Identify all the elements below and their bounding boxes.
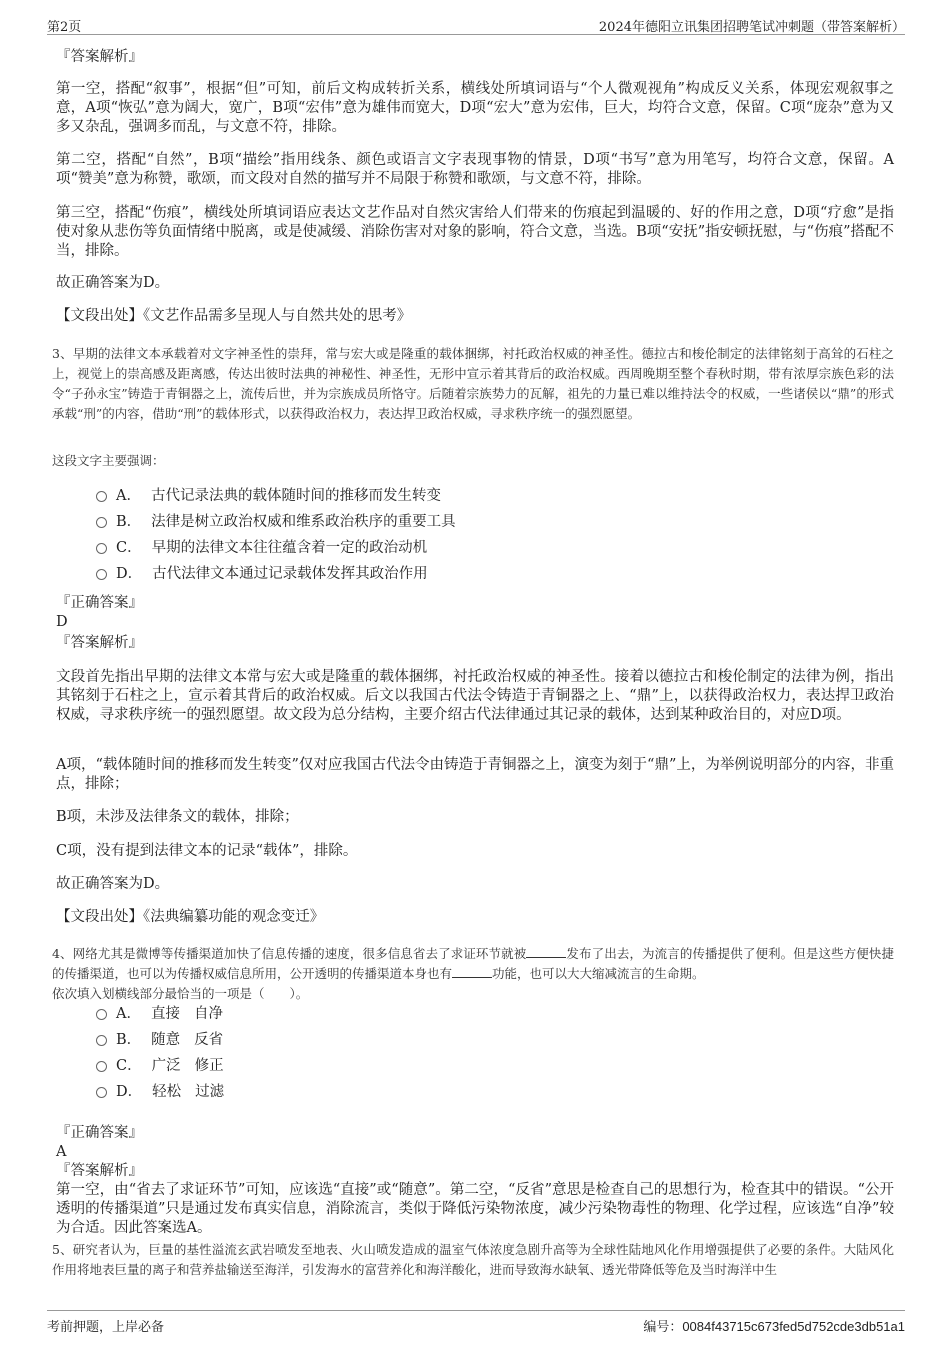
- q2-para1-block: [56, 80, 894, 137]
- q5-stem: 5、研究者认为，巨量的基性溢流玄武岩喷发至地表、火山喷发造成的温室气体浓度急剧升高等为全球性陆地风化作用增强提供了必要的条件。大陆风化作用将地表巨量的离子和营养盐输送至海洋，引发海水的富营养化和海洋酸化，进而导致海水缺氧、透光带降低等危及当时海洋中生: [52, 1242, 894, 1277]
- q3-conclusion-block: [56, 875, 894, 894]
- q3-para2-block: [56, 756, 894, 794]
- q4-answer-label: 『正确答案』: [56, 1125, 143, 1141]
- q4-option-c[interactable]: C． 广泛 修正: [96, 1056, 224, 1076]
- radio-icon[interactable]: [96, 1087, 107, 1098]
- q3-analysis-para4: C项，没有提到法律文本的记录“载体”，排除。: [56, 843, 358, 859]
- blank-line: [452, 965, 492, 978]
- q4-stem: 4、网络尤其是微博等传播渠道加快了信息传播的速度，很多信息省去了求证环节就被 发布了出去，为流言的传播提供了便利。但是这些方便快捷的传播渠道，也可以为传播权威信息所用，公开透明的传播渠道本身也有 功能，也可以大大缩减流言的生命期。: [52, 946, 894, 981]
- radio-icon[interactable]: [96, 543, 107, 554]
- radio-icon[interactable]: [96, 1035, 107, 1046]
- q4-option-b[interactable]: B． 随意 反省: [96, 1030, 223, 1050]
- q3-source: [56, 908, 894, 927]
- blank-line: [526, 945, 566, 958]
- q4-analysis: 第一空，由“省去了求证环节”可知，应该选“直接”或“随意”。第二空，“反省”意思是检查自己的思想行为，检查其中的错误。“公开透明的传播渠道”只是通过发布真实信息，消除流言，类似于降低污染物浓度，减少污染物毒性的物理、化学过程，应该选“自净”较为合适。因此答案选A。: [56, 1182, 894, 1236]
- q2-analysis-para2: 第二空，搭配“自然”，B项“描绘”指用线条、颜色或语言文字表现事物的情景，D项“书写”意为用笔写，均符合文意，保留。A项“赞美”意为称赞，歌颂，而文段对自然的描写并不局限于称赞和歌颂，与文意不符，排除。: [56, 152, 894, 187]
- q3-option-a[interactable]: A． 古代记录法典的载体随时间的推移而发生转变: [96, 486, 441, 506]
- q3-prompt: 这段文字主要强调：: [52, 453, 165, 468]
- q2-para3-block: [56, 204, 894, 261]
- page-header: [47, 14, 905, 35]
- q2-analysis-para3: 第三空，搭配“伤痕”，横线处所填词语应表达文艺作品对自然灾害给人们带来的伤痕起到温暖的、好的作用之意，D项“疗愈”是指使对象从悲伤等负面情绪中脱离，或是使减缓、消除伤害对对象的影响，符合文意，当选。B项“安抚”指安顿抚慰，与“伤痕”搭配不当，排除。: [56, 205, 894, 259]
- q3-para1-block: [56, 668, 894, 725]
- q3-analysis-para3: B项，未涉及法律条文的载体，排除；: [56, 809, 299, 825]
- radio-icon[interactable]: [96, 491, 107, 502]
- q3-answer-block: [56, 594, 894, 632]
- q2-source-label: 【文段出处】: [56, 308, 143, 324]
- q4-prompt: 依次填入划横线部分最恰当的一项是（ ）。: [52, 986, 309, 1001]
- page-footer: [47, 1310, 905, 1333]
- q2-conclusion-block: [56, 274, 894, 293]
- document-id: 编号：0084f43715c673fed5d752cde3db51a1: [643, 1319, 905, 1334]
- q3-source-title: 《法典编纂功能的观念变迁》: [143, 909, 325, 925]
- q3-analysis-para1: 文段首先指出早期的法律文本常与宏大或是隆重的载体捆绑，衬托政治权威的神圣性。接着以德拉古和梭伦制定的法律为例，指出其铭刻于石柱之上，宣示着其背后的政治权威。后文以我国古代法令铸造于青铜器之上、“鼎”上，以获得政治权力，表达捍卫政治权威，寻求秩序统一的强烈愿望。故文段为总分结构，主要介绍古代法律通过其记录的载体，达到某种政治目的，对应D项。: [56, 669, 894, 723]
- q2-source: [56, 307, 894, 326]
- q2-source-title: 《文艺作品需多呈现人与自然共处的思考》: [143, 308, 412, 324]
- q3-conclusion: 故正确答案为D。: [56, 876, 170, 892]
- q2-conclusion: 故正确答案为D。: [56, 275, 170, 291]
- q3-analysis-label-block: [56, 634, 894, 653]
- q3-option-b[interactable]: B． 法律是树立政治权威和维系政治秩序的重要工具: [96, 512, 456, 532]
- q3-para3-block: [56, 808, 894, 827]
- document-title: 2024年德阳立讯集团招聘笔试冲刺题（带答案解析）: [598, 20, 905, 35]
- q3-source-block: [56, 908, 894, 927]
- footer-slogan: 考前押题，上岸必备: [47, 1320, 165, 1335]
- q2-analysis: [56, 48, 894, 67]
- q2-para2-block: [56, 151, 894, 189]
- page-number: 第2页: [47, 20, 82, 35]
- q3-para4-block: [56, 842, 894, 861]
- q3-answer-label: 『正确答案』: [56, 595, 143, 611]
- q2-analysis-para1: 第一空，搭配“叙事”，根据“但”可知，前后文构成转折关系，横线处所填词语与“个人微观视角”构成反义关系，体现宏观叙事之意，A项“恢弘”意为阔大，宽广，B项“宏伟”意为雄伟而宽大，D项“宏大”意为宏伟，巨大，均符合文意，保留。C项“庞杂”意为又多又杂乱，强调多而乱，与文意不符，排除。: [56, 81, 894, 135]
- q3-analysis-label: 『答案解析』: [56, 635, 143, 651]
- q2-analysis-label: 『答案解析』: [56, 49, 143, 65]
- q3-stem-block: [52, 344, 894, 424]
- q2-source-block: [56, 307, 894, 326]
- radio-icon[interactable]: [96, 517, 107, 528]
- q4-answer: A: [56, 1144, 67, 1160]
- q3-prompt-block: [52, 451, 890, 471]
- radio-icon[interactable]: [96, 569, 107, 580]
- q5-stem-block: [52, 1240, 894, 1280]
- q3-stem: 3、早期的法律文本承载着对文字神圣性的崇拜，常与宏大或是隆重的载体捆绑，衬托政治权威的神圣性。德拉古和梭伦制定的法律铭刻于高耸的石柱之上，视觉上的崇高感及距离感，传达出彼时法典的神秘性、神圣性，无形中宣示着其背后的政治权威。西周晚期至整个春秋时期，带有浓厚宗族色彩的法令“子孙永宝”铸造于青铜器之上，流传后世，并为宗族成员所恪守。后随着宗族势力的瓦解，祖先的力量已难以维持法令的权威，一些诸侯以“鼎”的形式承载“刑”的内容，借助“刑”的载体形式，以获得政治权力，表达捍卫政治权威，寻求秩序统一的强烈愿望。: [52, 346, 894, 421]
- q3-answer: D: [56, 614, 68, 630]
- q4-stem-block: [52, 944, 894, 1004]
- radio-icon[interactable]: [96, 1009, 107, 1020]
- q3-analysis-para2: A项，“载体随时间的推移而发生转变”仅对应我国古代法令由铸造于青铜器之上，演变为刻于“鼎”上，为举例说明部分的内容，非重点，排除；: [56, 757, 894, 792]
- q3-option-c[interactable]: C． 早期的法律文本往往蕴含着一定的政治动机: [96, 538, 427, 558]
- q4-analysis-label: 『答案解析』: [56, 1163, 143, 1179]
- radio-icon[interactable]: [96, 1061, 107, 1072]
- q3-option-d[interactable]: D． 古代法律文本通过记录载体发挥其政治作用: [96, 564, 428, 584]
- q4-answer-block: [56, 1124, 894, 1238]
- q4-option-a[interactable]: A． 直接 自净: [96, 1004, 223, 1024]
- q3-source-label: 【文段出处】: [56, 909, 143, 925]
- q4-option-d[interactable]: D． 轻松 过滤: [96, 1082, 224, 1102]
